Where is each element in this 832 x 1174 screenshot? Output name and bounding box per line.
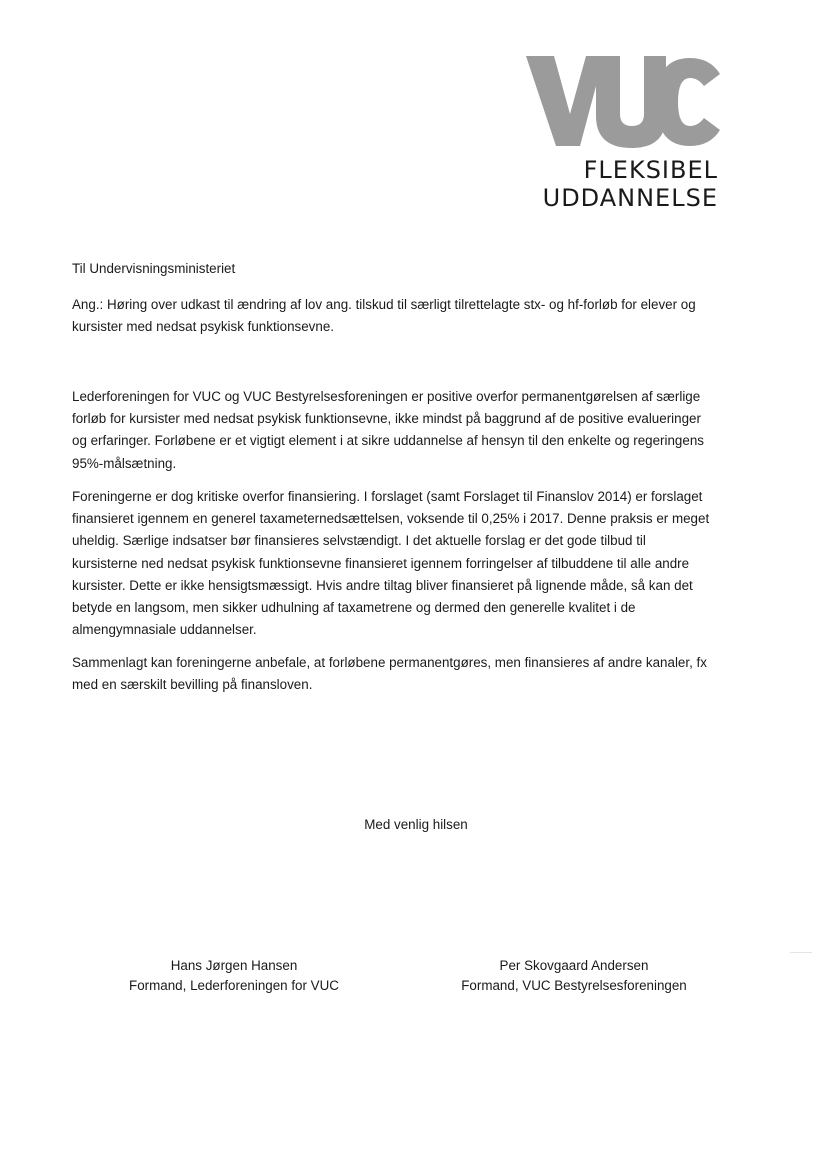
signature-title: Formand, Lederforeningen for VUC — [129, 978, 339, 993]
subject — [72, 294, 748, 338]
paragraph-3 — [72, 652, 748, 696]
signature-right — [444, 956, 704, 996]
paragraph-line: Lederforeningen for VUC og VUC Bestyrelsesforeningen er positive overfor permanentgørelsen af særlige — [72, 389, 701, 404]
signature-left — [112, 956, 356, 996]
paragraph-1 — [72, 386, 748, 475]
paragraph-line: almengymnasiale uddannelser. — [72, 622, 257, 638]
paragraph-line: og erfaringer. Forløbene er et vigtigt element i at sikre uddannelse af hensyn til den enkelte og regeringens — [72, 433, 704, 449]
vuc-logo-mark — [526, 56, 720, 150]
paragraph-line: med en særskilt bevilling på finansloven. — [72, 677, 313, 693]
closing-greeting: Med venlig hilsen — [364, 817, 468, 832]
paragraph-2 — [72, 486, 748, 641]
paragraph-line: 95%-målsætning. — [72, 455, 177, 471]
paragraph-line: kursisterne ned nedsat psykisk funktionsevne finansieret igennem forringelser af tilbuddene til alle andre — [72, 555, 690, 571]
logo-text-uddannelse: UDDANNELSE — [542, 184, 718, 212]
paragraph-line: betyde en langsom, men sikker udhulning af taxametrene og dermed den generelle kvalitet i de — [72, 600, 636, 616]
subject-line: Ang.: Høring over udkast til ændring af lov ang. tilskud til særligt tilrettelagte stx- og hf-forløb for elever og — [72, 297, 696, 312]
subject-line: kursister med nedsat psykisk funktionsevne. — [72, 319, 334, 335]
recipient: Til Undervisningsministeriet — [72, 261, 236, 276]
signature-name: Hans Jørgen Hansen — [170, 958, 298, 973]
paragraph-line: kursister. Dette er ikke hensigtsmæssigt. Hvis andre tiltag bliver finansieret på lignende måde, så kan det — [72, 577, 693, 593]
paragraph-line: finansieret igennem en generel taxameternedsættelsen, voksende til 0,25% i 2017. Denne praksis er meget — [72, 511, 710, 527]
signature-title: Formand, VUC Bestyrelsesforeningen — [461, 978, 687, 993]
paragraph-line: uheldig. Særlige indsatser bør finansieres selvstændigt. I det aktuelle forslag er det gode tilbud til — [72, 533, 646, 549]
paragraph-line: Sammenlagt kan foreningerne anbefale, at forløbene permanentgøres, men finansieres af andre kanaler, fx — [72, 655, 707, 670]
paragraph-line: Foreningerne er dog kritiske overfor finansiering. I forslaget (samt Forslaget til Finanslov 2014) er forslaget — [72, 489, 703, 504]
vuc-logo — [524, 56, 724, 216]
paragraph-line: forløb for kursister med nedsat psykisk funktionsevne, ikke mindst på baggrund af de positive evalueringer — [72, 411, 701, 427]
logo-text-fleksibel: FLEKSIBEL — [583, 156, 718, 184]
signature-name: Per Skovgaard Andersen — [499, 958, 649, 973]
scan-edge-mark — [790, 952, 812, 953]
